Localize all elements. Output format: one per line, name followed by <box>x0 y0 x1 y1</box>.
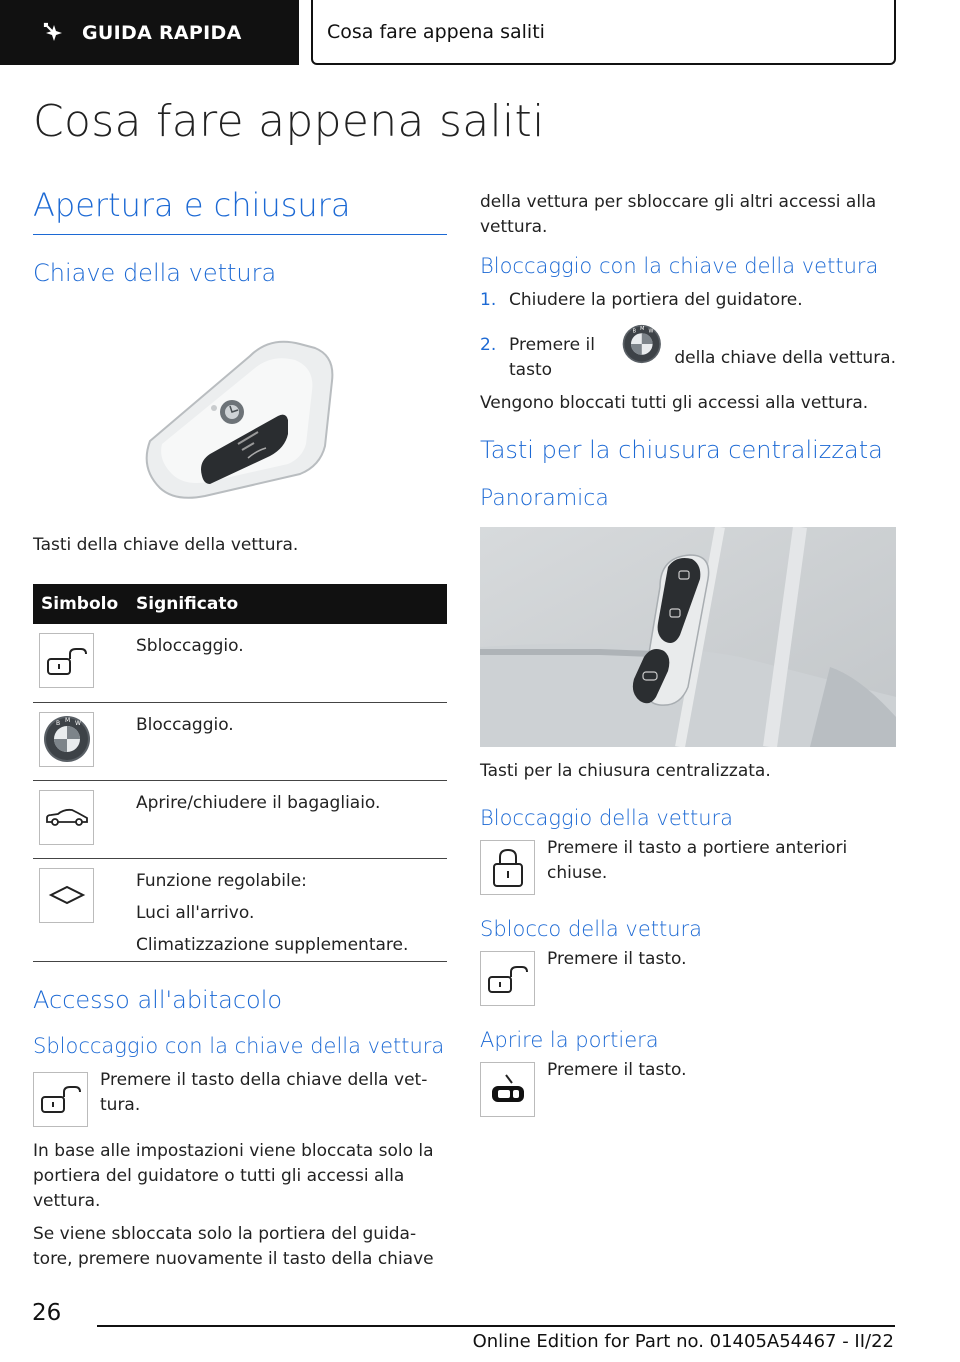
heading-unlock-with-key: Sbloccaggio con la chiave della vettura <box>33 1033 445 1058</box>
table-row <box>33 702 447 780</box>
heading-lock-vehicle: Bloccaggio della vettura <box>480 806 734 830</box>
unlock-key-text: Premere il tasto della chiave della vet-tura. <box>100 1069 428 1115</box>
locked-text: Vengono bloccati tutti gli accessi alla vettura. <box>480 393 869 413</box>
heading-cabin-access: Accesso all'abitacolo <box>33 985 283 1014</box>
lock-icon <box>480 840 535 895</box>
svg-text:B: B <box>632 328 636 335</box>
svg-text:M: M <box>64 717 70 724</box>
table-row <box>33 780 447 858</box>
quick-guide-icon <box>42 21 66 45</box>
open-door-text: Premere il tasto. <box>547 1060 687 1080</box>
open-door-row <box>480 1062 896 1117</box>
key-caption: Tasti della chiave della vettura. <box>33 535 299 555</box>
svg-text:M: M <box>639 325 645 332</box>
step-1 <box>480 288 896 313</box>
heading-opening-closing: Apertura e chiusura <box>33 186 447 235</box>
central-locking-image <box>480 527 896 747</box>
col-header-symbol: Simbolo <box>33 584 124 624</box>
meaning-lock: Bloccaggio. <box>124 702 447 780</box>
diamond-icon <box>39 868 94 923</box>
bmw-logo-icon <box>621 316 663 372</box>
right-column <box>480 190 896 1117</box>
unlock-icon <box>480 951 535 1006</box>
unlock-icon <box>33 1072 88 1127</box>
lock-row <box>480 840 896 895</box>
door-open-icon <box>480 1062 535 1117</box>
door-panel-illustration <box>480 527 896 747</box>
lock-text: Premere il tasto a portiere anteriori chiuse. <box>547 838 848 883</box>
paragraph-driver-door: Se viene sbloccata solo la portiera del guida-tore, premere nuovamente il tasto della chiave <box>33 1223 434 1269</box>
unlock-text: Premere il tasto. <box>547 949 687 969</box>
table-row <box>33 624 447 702</box>
step-number: 1. <box>480 290 497 310</box>
adjustable-line: Funzione regolabile: <box>136 870 307 891</box>
col-header-meaning: Significato <box>124 584 447 624</box>
heading-open-door: Aprire la portiera <box>480 1028 659 1052</box>
left-column <box>33 186 447 1272</box>
section-title: GUIDA RAPIDA <box>82 21 242 44</box>
symbol-table <box>33 584 447 962</box>
adjustable-line: Luci all'arrivo. <box>136 902 255 923</box>
meaning-unlock: Sbloccaggio. <box>124 624 447 702</box>
table-header-row <box>33 584 447 624</box>
svg-text:W: W <box>648 328 654 335</box>
heading-lock-with-key: Bloccaggio con la chiave della vettura <box>480 254 879 278</box>
heading-overview: Panoramica <box>480 486 609 511</box>
chapter-box <box>311 0 896 65</box>
car-key-illustration <box>110 316 370 516</box>
heading-car-key: Chiave della vettura <box>33 259 277 287</box>
step-text: Premere il tasto <box>509 335 595 380</box>
page-title: Cosa fare appena saliti <box>33 96 545 147</box>
meaning-adjustable <box>124 858 447 961</box>
footer-divider <box>97 1325 895 1327</box>
unlock-key-row <box>33 1069 447 1127</box>
svg-text:B: B <box>55 720 60 727</box>
meaning-trunk: Aprire/chiudere il bagagliaio. <box>124 780 447 858</box>
heading-unlock-vehicle: Sblocco della vettura <box>480 917 703 941</box>
heading-central-locking: Tasti per la chiusura centralizzata <box>480 436 883 464</box>
step-number: 2. <box>480 335 497 355</box>
step-text: Chiudere la portiera del guidatore. <box>509 290 803 310</box>
svg-text:W: W <box>74 720 81 727</box>
paragraph-continued: della vettura per sbloccare gli altri accessi alla vettura. <box>480 192 877 237</box>
table-row <box>33 858 447 961</box>
step-2 <box>480 325 896 383</box>
chapter-title: Cosa fare appena saliti <box>327 20 545 43</box>
edition-text: Online Edition for Part no. 01405A54467 - II/22 <box>472 1331 894 1352</box>
page-number: 26 <box>32 1300 62 1326</box>
bmw-logo-icon <box>39 712 94 767</box>
paragraph-settings: In base alle impostazioni viene bloccata solo la portiera del guidatore o tutti gli accessi alla vettura. <box>33 1140 434 1211</box>
section-tab <box>0 0 299 65</box>
unlock-row <box>480 951 896 1006</box>
car-key-image <box>33 311 447 521</box>
car-trunk-icon <box>39 790 94 845</box>
central-caption: Tasti per la chiusura centralizzata. <box>480 761 771 781</box>
unlock-icon <box>39 633 94 688</box>
step-text: della chiave della vettura. <box>674 347 896 368</box>
adjustable-line: Climatizzazione supplementare. <box>136 934 409 955</box>
